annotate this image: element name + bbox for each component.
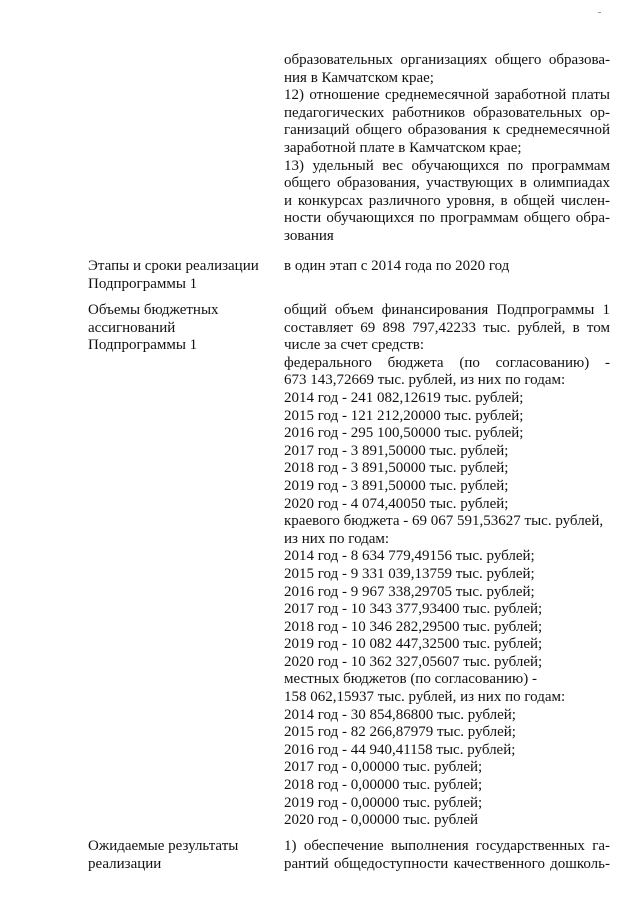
year-line: 2015 год - 121 212,20000 тыс. рублей; <box>284 407 524 424</box>
year-line: 2014 год - 241 082,12619 тыс. рублей; <box>284 389 524 406</box>
budget-block <box>284 302 610 830</box>
text-line: общего образования, участвующих в олимпиадах <box>284 175 610 192</box>
year-line: 2019 год - 3 891,50000 тыс. рублей; <box>284 477 509 494</box>
text-line: общий объем финансирования Подпрограммы 1 <box>284 302 610 318</box>
text-line: 1) обеспечение выполнения государственных га- <box>284 838 610 854</box>
text-line: составляет 69 898 797,42233 тыс. рублей, в том <box>284 319 610 336</box>
budget-label: Объемы бюджетных ассигнований Подпрограммы 1 <box>88 302 219 354</box>
year-line: 2017 год - 3 891,50000 тыс. рублей; <box>284 442 509 459</box>
year-line: 2017 год - 10 343 377,93400 тыс. рублей; <box>284 601 543 618</box>
text-line: ния в Камчатском крае; <box>284 69 434 86</box>
year-line: 2018 год - 3 891,50000 тыс. рублей; <box>284 460 509 477</box>
year-line: 2018 год - 0,00000 тыс. рублей; <box>284 777 483 794</box>
indicators-block <box>284 52 610 246</box>
year-line: 2016 год - 9 967 338,29705 тыс. рублей; <box>284 583 535 600</box>
text-line: федерального бюджета (по согласованию) - <box>284 354 610 371</box>
year-line: 2016 год - 44 940,41158 тыс. рублей; <box>284 741 516 758</box>
text-line: образовательных организациях общего образова- <box>284 52 610 68</box>
text-line: ганизаций общего образования к среднемесячной <box>284 122 610 139</box>
text-line: рантий общедоступности качественного дошколь- <box>284 855 610 872</box>
year-line: 2014 год - 30 854,86800 тыс. рублей; <box>284 706 516 723</box>
year-line: 2020 год - 4 074,40050 тыс. рублей; <box>284 495 509 512</box>
results-label: Ожидаемые результаты реализации <box>88 838 239 872</box>
text-line: 12) отношение среднемесячной заработной платы <box>284 87 610 104</box>
year-line: 2016 год - 295 100,50000 тыс. рублей; <box>284 425 524 442</box>
year-line: 2015 год - 9 331 039,13759 тыс. рублей; <box>284 565 535 582</box>
year-line: 2020 год - 10 362 327,05607 тыс. рублей; <box>284 653 543 670</box>
results-block <box>284 838 610 873</box>
year-line: 2014 год - 8 634 779,49156 тыс. рублей; <box>284 548 535 565</box>
year-line: 2017 год - 0,00000 тыс. рублей; <box>284 759 483 776</box>
text-line: из них по годам: <box>284 530 390 547</box>
text-line: числе за счет средств: <box>284 337 425 354</box>
text-line: 13) удельный вес обучающихся по программам <box>284 157 610 174</box>
year-line: 2015 год - 82 266,87979 тыс. рублей; <box>284 724 516 741</box>
year-line: 2018 год - 10 346 282,29500 тыс. рублей; <box>284 618 543 635</box>
text-line: 158 062,15937 тыс. рублей, из них по годам: <box>284 689 566 706</box>
text-line: 673 143,72669 тыс. рублей, из них по годам: <box>284 372 566 389</box>
text-line: зования <box>284 227 334 244</box>
text-line: ности обучающихся по программам общего обра- <box>284 210 610 227</box>
year-line: 2019 год - 0,00000 тыс. рублей; <box>284 794 483 811</box>
stages-value: в один этап с 2014 года по 2020 год <box>284 258 510 274</box>
text-line: краевого бюджета - 69 067 591,53627 тыс. рублей, <box>284 513 604 530</box>
text-line: педагогических работников образовательных ор- <box>284 104 610 121</box>
text-line: местных бюджетов (по согласованию) - <box>284 671 537 688</box>
year-line: 2019 год - 10 082 447,32500 тыс. рублей; <box>284 636 543 653</box>
text-line: и конкурсах различного уровня, в общей числен- <box>284 192 610 209</box>
year-line: 2020 год - 0,00000 тыс. рублей <box>284 812 479 829</box>
stages-label: Этапы и сроки реализации Подпрограммы 1 <box>88 258 259 292</box>
scan-mark <box>598 12 601 13</box>
text-line: заработной плате в Камчатском крае; <box>284 139 522 156</box>
